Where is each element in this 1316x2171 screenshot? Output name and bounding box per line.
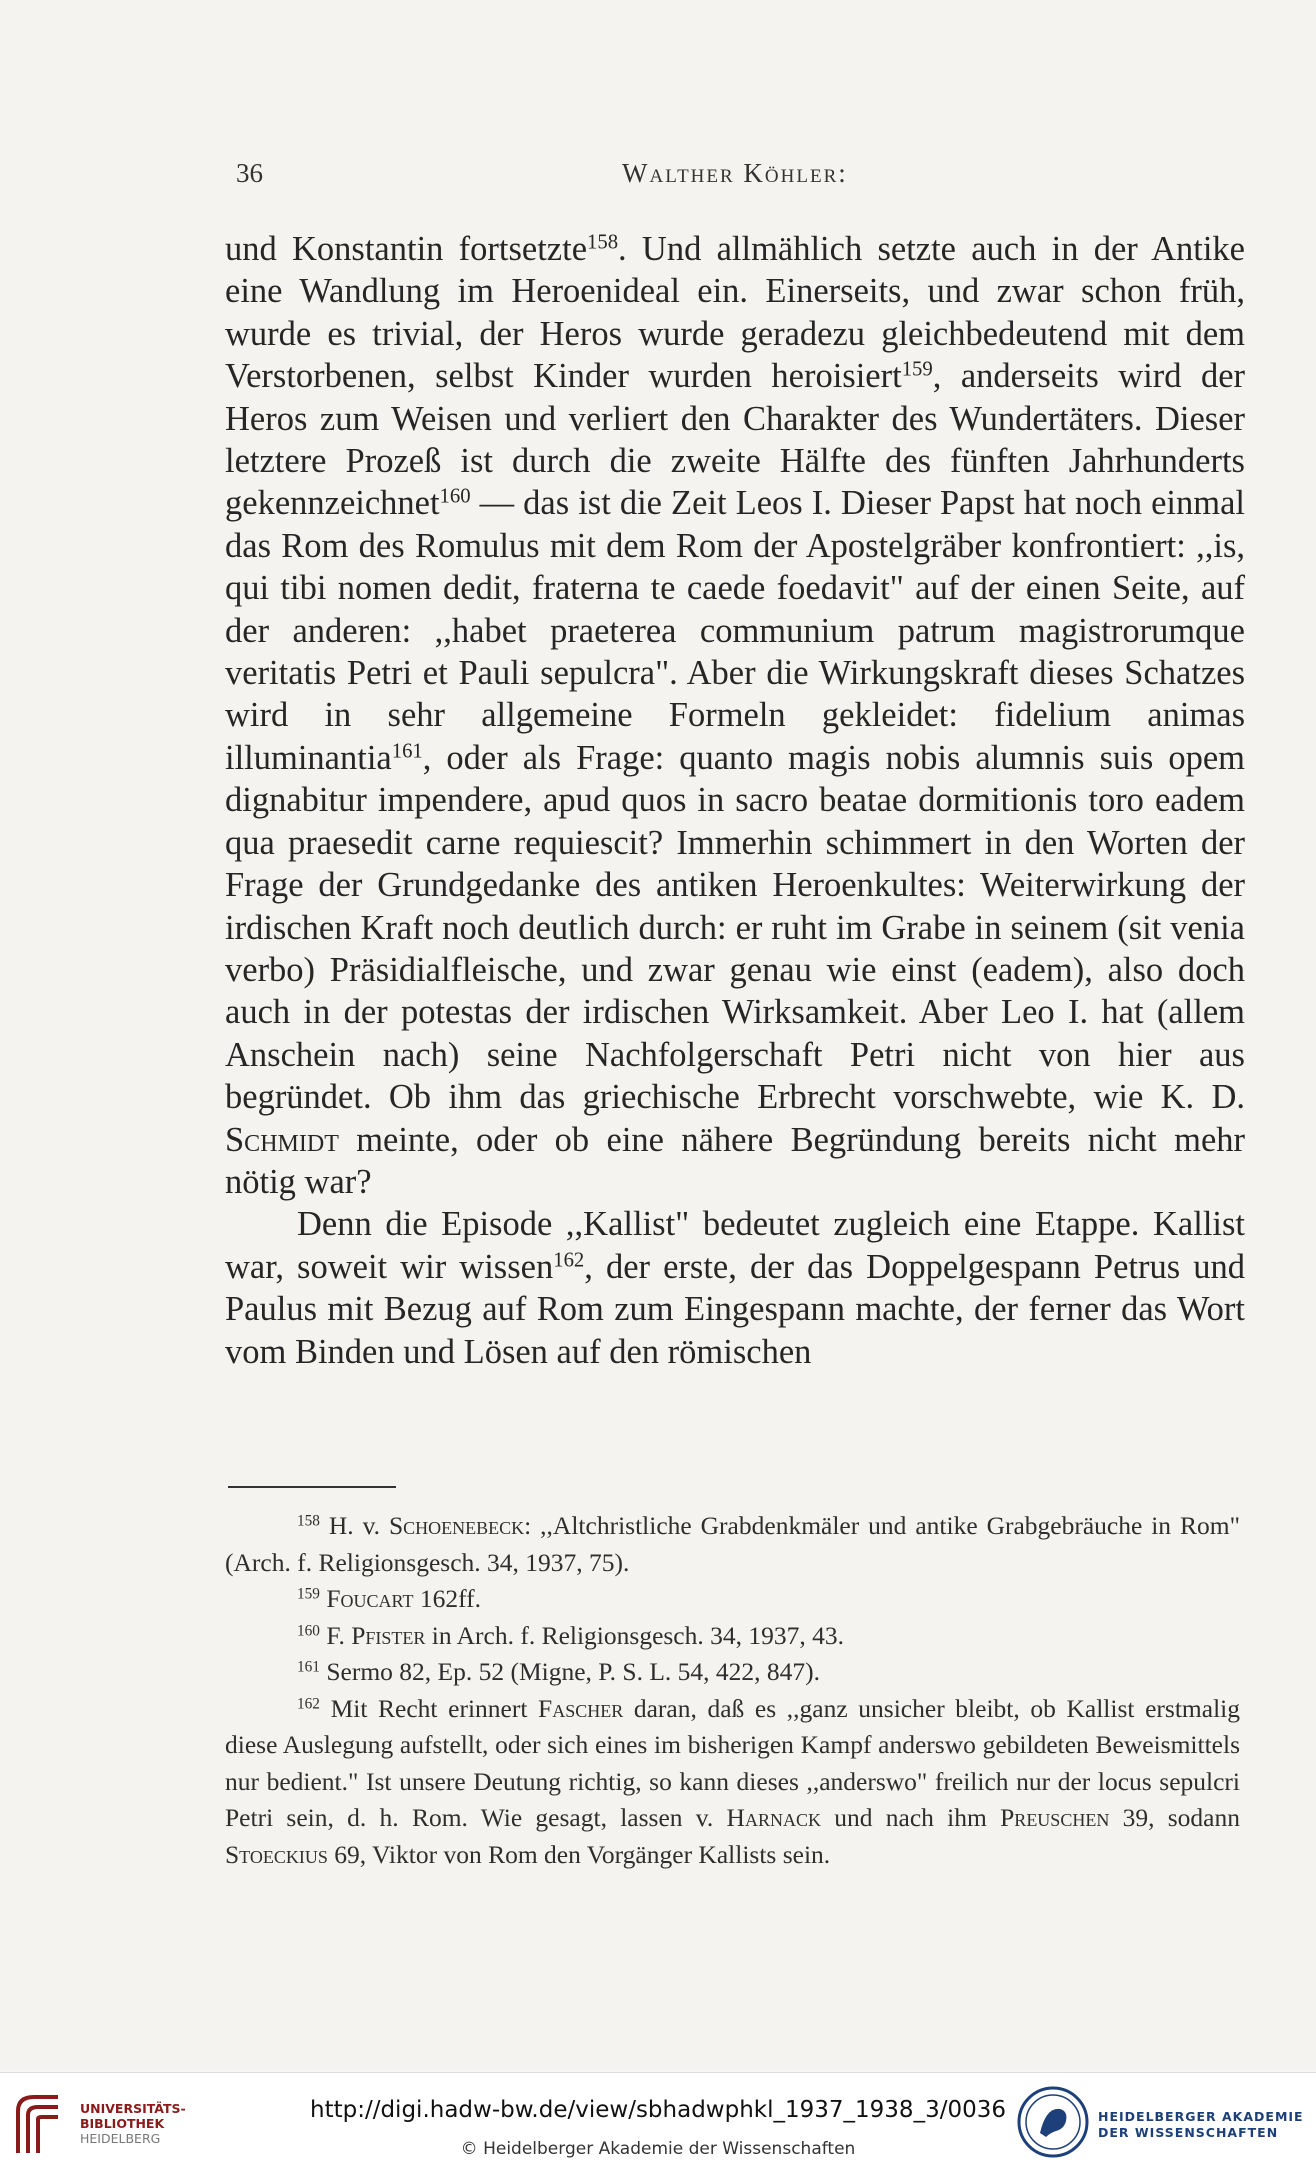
text-run: und Konstantin fortsetzte [225,230,588,268]
footnote-159 [225,1581,1240,1618]
author-name: Stoeckius [225,1839,328,1869]
author-name: Schoenebeck [388,1511,525,1540]
logo-line: HEIDELBERGER AKADEMIE [1098,2109,1304,2124]
text-run: daran, daß es ,,ganz unsicher bleibt, ob Kallist erstmalig diese Auslegung aufstellt, oder sich eines im bisherigen Kampf anderswo gebildeten Beweismittels nur bedient." Ist unsere Deutung richtig, so kann dieses ,,anderswo" freilich nur der locus sepulcri Petri sein, d. h. Rom. Wie gesagt, lassen v. [225,1693,1240,1832]
text-run: 69, Viktor von Rom den Vorgänger Kallists sein. [327,1839,831,1869]
footnote-162 [225,1691,1240,1874]
footnote-number: 162 [297,1695,320,1713]
text-run: Denn die Episode ,,Kallist" bedeutet zugleich eine Etappe. Kallist war, soweit wir wissen [225,1205,1245,1286]
text-run: meinte, oder ob eine nähere Begründung bereits nicht mehr nötig war? [225,1120,1245,1201]
author-name: Schmidt [225,1120,339,1159]
paragraph-1 [225,228,1245,1203]
text-run: : ,,Altchristliche Grabdenkmäler und antike Grabgebräuche in Rom" (Arch. f. Religionsgesch. 34, 1937, 75). [225,1511,1240,1577]
author-name: Fascher [538,1693,624,1723]
footnotes [225,1508,1240,1873]
text-run: — das ist die Zeit Leos I. Dieser Papst hat noch einmal das Rom des Romulus mit dem Rom der Apostelgräber konfrontiert: ,,is, qui tibi nomen dedit, fraterna te caede foedavit" auf der einen Seite, auf der anderen: ,,habet praeterea communium patrum magistrorumque veritatis Petri et Pauli sepulcra". Aber die Wirkungskraft dieses Schatzes wird in sehr allgemeine Formeln gekleidet: fidelium animas illuminantia [225,484,1245,777]
running-head [0,158,1316,198]
footer-bar [0,2072,1316,2171]
text-run: Mit Recht erinnert [319,1693,539,1723]
footnote-158 [225,1508,1240,1581]
footnote-number: 158 [297,1512,320,1530]
footnote-160 [225,1618,1240,1655]
text-run: 162ff. [413,1584,481,1613]
footnote-ref-159: 159 [901,358,933,381]
footnote-161 [225,1654,1240,1691]
footnote-ref-162: 162 [553,1249,585,1272]
author-name: Harnack [726,1803,821,1832]
permalink-url[interactable]: http://digi.hadw-bw.de/view/sbhadwphkl_1937_1938_3/0036 [310,2097,1006,2123]
text-run: und nach ihm [820,1803,1001,1832]
logo-line: BIBLIOTHEK [80,2116,165,2131]
text-run: F. [319,1620,352,1650]
logo-line: DER WISSENSCHAFTEN [1098,2125,1279,2140]
footnote-number: 159 [297,1585,320,1603]
logo-line: HEIDELBERG [80,2131,161,2146]
main-text [225,228,1245,1373]
footnote-number: 161 [297,1658,320,1676]
text-run: Sermo 82, Ep. 52 (Migne, P. S. L. 54, 422, 847). [319,1657,821,1686]
page-number: 36 [236,158,263,188]
text-run: , der erste, der das Doppelgespann Petrus und Paulus mit Bezug auf Rom zum Eingespann machte, der ferner das Wort vom Binden und Lösen auf den römischen [225,1247,1245,1371]
running-title: Walther Köhler: [622,158,848,188]
text-run: 39, sodann [1109,1803,1240,1832]
footnote-ref-161: 161 [391,740,423,763]
author-name: Foucart [326,1584,414,1613]
text-run: , oder als Frage: quanto magis nobis alumnis suis opem dignabitur impendere, apud quos in sacro beatae dormitionis toro eadem qua praesedit carne requiescit? Immerhin schimmert in den Worten der Frage der Grundgedanke des antiken Heroenkultes: Weiterwirkung der irdischen Kraft noch deutlich durch: er ruht im Grabe in seinem (sit venia verbo) Präsidialfleische, und zwar genau wie einst (eadem), also doch auch in der potestas der irdischen Wirksamkeit. Aber Leo I. hat (allem Anschein nach) seine Nachfolgerschaft Petri nicht von hier aus begründet. Ob ihm das griechische Erbrecht vorschwebte, wie K. D. [225,738,1245,1117]
author-name: Preuschen [1000,1803,1110,1832]
copyright-notice: © Heidelberger Akademie der Wissenschaften [460,2139,856,2159]
academy-logo-text [1098,2109,1304,2141]
text-run: H. v. [319,1511,389,1540]
footnote-ref-158: 158 [587,231,619,254]
academy-seal-icon[interactable] [1016,2085,1090,2159]
text-run: . Und allmählich setzte auch in der Antike eine Wandlung im Heroenideal ein. Einerseits, und zwar schon früh, wurde es trivial, der Heros wurde geradezu gleichbedeutend mit dem Verstorbenen, selbst Kinder wurden heroisiert [225,230,1245,396]
text-run: , anderseits wird der Heros zum Weisen und verliert den Charakter des Wundertäters. Dieser letztere Prozeß ist durch die zweite Hälfte des fünften Jahrhunderts gekennzeichnet [225,357,1246,523]
author-name: Pfister [351,1620,426,1650]
text-run: in Arch. f. Religionsgesch. 34, 1937, 43. [425,1620,845,1650]
footnote-number: 160 [297,1622,320,1640]
logo-line: UNIVERSITÄTS- [80,2101,186,2116]
footnote-ref-160: 160 [439,486,471,509]
paragraph-2 [225,1203,1245,1373]
footnote-divider [228,1486,396,1488]
